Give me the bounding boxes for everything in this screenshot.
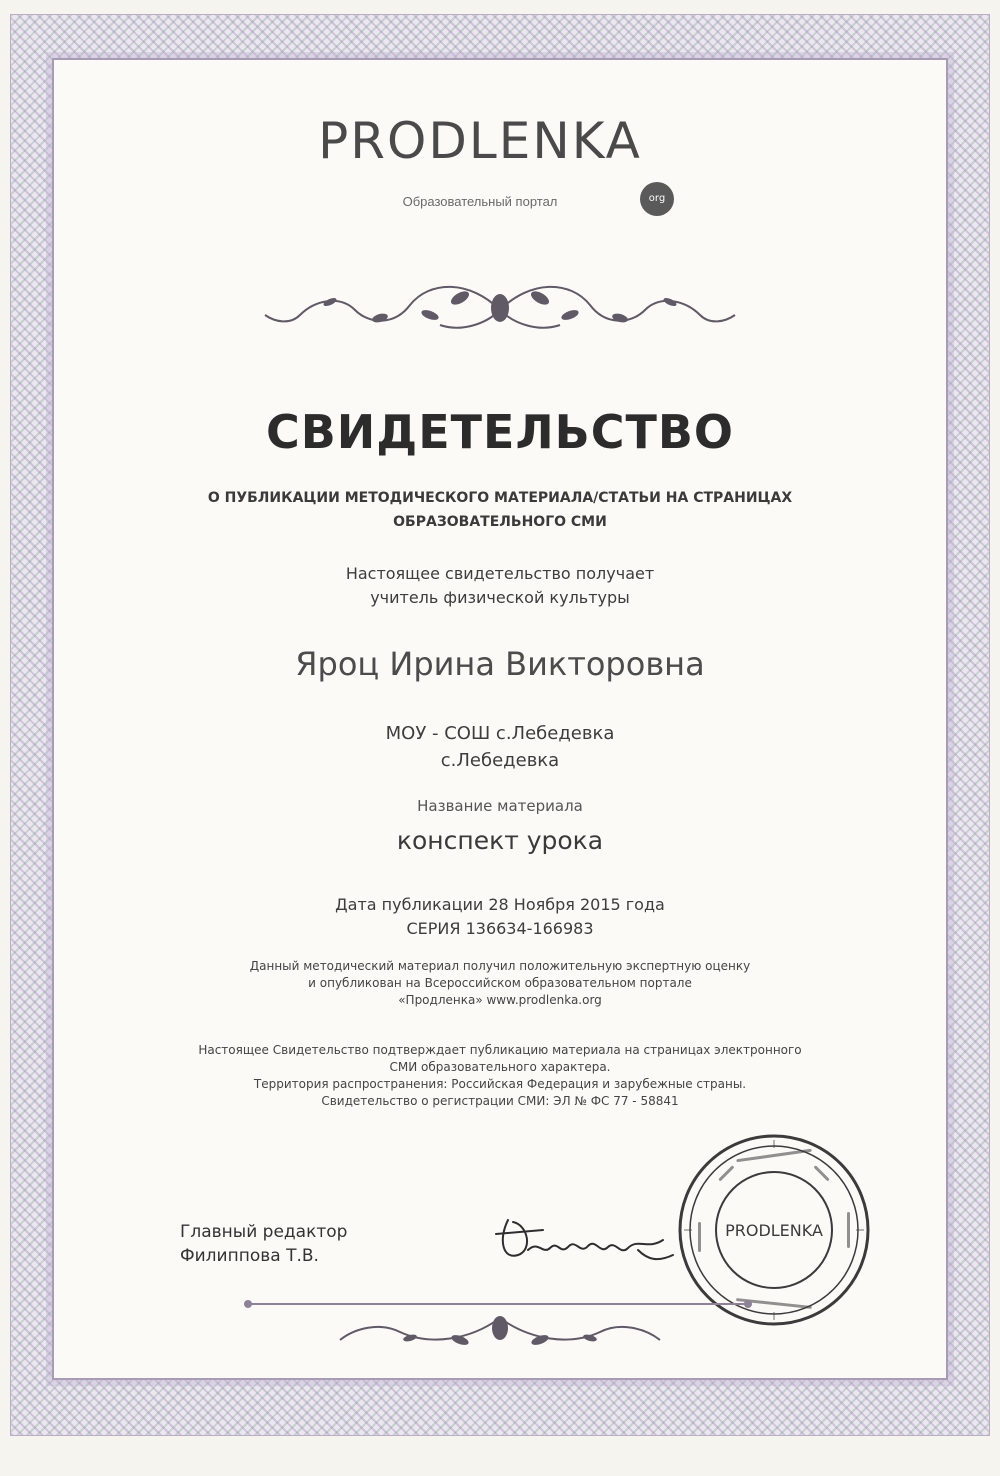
certificate-title: СВИДЕТЕЛЬСТВО	[265, 405, 735, 459]
organization-name: МОУ - СОШ с.Лебедевка	[385, 723, 615, 744]
recipient-organization	[100, 720, 900, 774]
subtitle-line: ОБРАЗОВАТЕЛЬНОГО СМИ	[393, 514, 607, 530]
official-stamp	[676, 1132, 872, 1328]
organization-locality: с.Лебедевка	[440, 750, 560, 771]
logo-org-badge: org	[640, 182, 674, 216]
expert-note	[100, 958, 900, 1009]
note-line: Данный методический материал получил положительную экспертную оценку	[249, 959, 751, 973]
logo-tagline: Образовательный портал	[402, 194, 558, 209]
handwritten-signature	[488, 1200, 678, 1280]
material-label: Название материала	[417, 797, 583, 815]
logo-wordmark: PRODLENKA	[318, 112, 642, 170]
editor-name: Филиппова Т.В.	[180, 1246, 319, 1266]
certificate-subtitle	[100, 486, 900, 534]
bottom-flourish-ornament	[310, 1310, 690, 1360]
confirmation-note	[100, 1042, 900, 1110]
subtitle-line: О ПУБЛИКАЦИИ МЕТОДИЧЕСКОГО МАТЕРИАЛА/СТАТЬИ НА СТРАНИЦАХ	[207, 490, 793, 506]
note-line: Территория распространения: Российская Федерация и зарубежные страны.	[253, 1077, 747, 1091]
bottom-divider	[248, 1303, 748, 1305]
prodlenka-logo	[300, 72, 700, 222]
note-line: СМИ образовательного характера.	[389, 1060, 611, 1074]
flourish-ornament	[260, 270, 740, 340]
editor-role: Главный редактор	[180, 1222, 348, 1242]
editor-block	[180, 1220, 400, 1268]
publication-series: СЕРИЯ 136634-166983	[406, 919, 594, 938]
recipient-position: учитель физической культуры	[370, 588, 630, 607]
note-line: и опубликован на Всероссийском образовательном портале	[308, 976, 692, 990]
note-line: «Продленка» www.prodlenka.org	[398, 993, 602, 1007]
note-line: Настоящее Свидетельство подтверждает публикацию материала на страницах электронного	[198, 1043, 802, 1057]
material-name: конспект урока	[396, 826, 604, 855]
stamp-center-text: PRODLENKA	[725, 1221, 823, 1240]
recipient-intro	[100, 562, 900, 610]
publication-date: Дата публикации 28 Ноября 2015 года	[335, 895, 665, 914]
intro-line: Настоящее свидетельство получает	[345, 564, 655, 583]
note-line: Свидетельство о регистрации СМИ: ЭЛ № ФС 77 - 58841	[321, 1094, 679, 1108]
publication-info	[100, 893, 900, 941]
recipient-name: Яроц Ирина Викторовна	[295, 645, 705, 683]
